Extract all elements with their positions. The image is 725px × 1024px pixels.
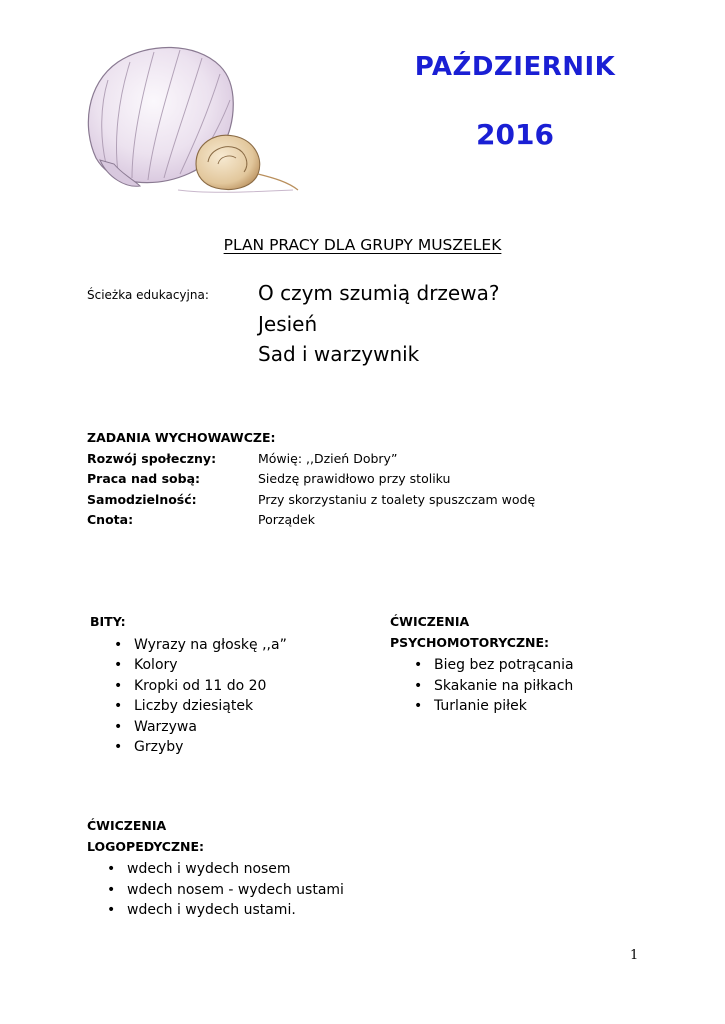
list-item-text: Skakanie na piłkach (434, 677, 574, 694)
educational-path-item: Sad i warzywnik (258, 342, 420, 366)
task-value: Mówię: ,,Dzień Dobry” (258, 450, 398, 466)
list-item-text: Wyrazy na głoskę ,,a” (134, 636, 287, 653)
list-item-text: wdech i wydech ustami. (127, 902, 296, 918)
bullet-icon: • (107, 881, 116, 898)
task-key: Cnota: (87, 512, 134, 527)
speech-exercises-section (87, 816, 344, 921)
bullet-icon: • (114, 718, 123, 735)
bullet-icon: • (107, 902, 116, 918)
task-row (87, 469, 535, 490)
list-item-text: Liczby dziesiątek (134, 698, 254, 714)
task-row (87, 510, 535, 531)
task-key: Praca nad sobą: (87, 471, 201, 486)
bullet-icon: • (114, 636, 123, 653)
task-key: Samodzielność: (87, 491, 197, 507)
task-row (87, 490, 535, 511)
page-number: 1 (630, 948, 639, 963)
list-item-text: wdech i wydech nosem (127, 861, 291, 877)
bullet-icon: • (114, 657, 123, 673)
shell-illustration (78, 40, 303, 200)
task-row (87, 449, 535, 470)
list-item (103, 880, 344, 901)
task-value: Porządek (258, 512, 315, 527)
educational-path-item: Jesień (258, 311, 318, 336)
bullet-icon: • (107, 861, 116, 877)
educational-path-item: O czym szumią drzewa? (258, 281, 500, 305)
bullet-icon: • (114, 677, 123, 694)
month-title: PAŹDZIERNIK (414, 52, 616, 82)
task-value: Przy skorzystaniu z toalety spuszczam wodę (258, 491, 536, 507)
list-item (110, 696, 287, 717)
tasks-heading: ZADANIA WYCHOWAWCZE: (87, 430, 276, 445)
educational-tasks-section (87, 428, 535, 531)
plan-title: PLAN PRACY DLA GRUPY MUSZELEK (223, 236, 502, 254)
bullet-icon: • (414, 698, 423, 714)
list-item (103, 859, 344, 880)
list-item-text: wdech nosem - wydech ustami (127, 881, 344, 898)
bullet-icon: • (114, 739, 123, 755)
bits-heading: BITY: (90, 614, 126, 629)
speech-heading-line1: ĆWICZENIA (87, 818, 167, 833)
psychomotor-heading-line2: PSYCHOMOTORYCZNE: (390, 634, 550, 650)
bullet-icon: • (114, 698, 123, 714)
year-title: 2016 (476, 118, 554, 151)
bullet-icon: • (414, 677, 423, 694)
list-item-text: Grzyby (134, 739, 184, 755)
list-item-text: Kropki od 11 do 20 (134, 677, 267, 694)
psychomotor-list (410, 655, 574, 717)
list-item (410, 676, 574, 697)
list-item (110, 655, 287, 676)
list-item (110, 737, 287, 758)
task-value: Siedzę prawidłowo przy stoliku (258, 471, 451, 486)
educational-path-items (258, 278, 499, 370)
psychomotor-section (390, 612, 574, 717)
list-item-text: Turlanie piłek (434, 698, 527, 714)
list-item (410, 655, 574, 676)
speech-heading-line2: LOGOPEDYCZNE: (87, 838, 205, 854)
bits-section (90, 612, 287, 758)
list-item (110, 676, 287, 697)
psychomotor-heading-line1: ĆWICZENIA (390, 614, 470, 629)
educational-path-label: Ścieżka edukacyjna: (87, 288, 209, 302)
list-item (103, 900, 344, 921)
list-item-text: Bieg bez potrącania (434, 657, 574, 673)
list-item-text: Warzywa (134, 718, 197, 735)
list-item-text: Kolory (134, 657, 178, 673)
task-key: Rozwój społeczny: (87, 450, 217, 466)
list-item (110, 635, 287, 656)
speech-list (103, 859, 344, 921)
bits-list (110, 635, 287, 758)
list-item (110, 717, 287, 738)
list-item (410, 696, 574, 717)
bullet-icon: • (414, 657, 423, 673)
